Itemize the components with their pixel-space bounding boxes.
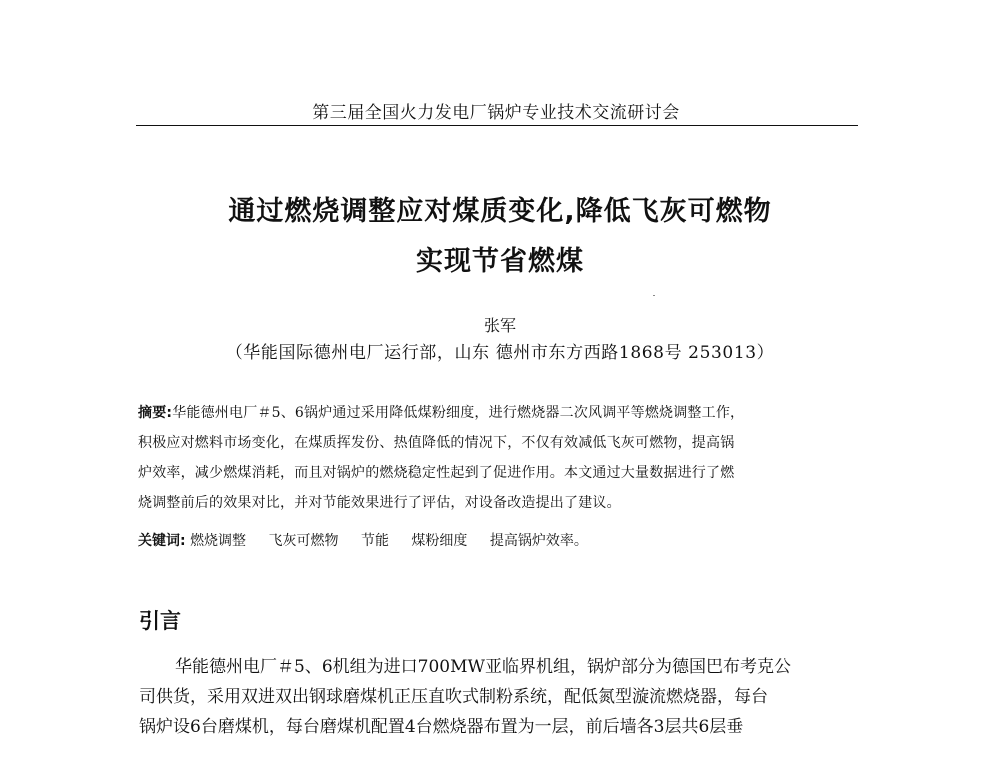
- introduction-body: [139, 652, 861, 742]
- keyword: 燃烧调整: [190, 533, 247, 549]
- abstract-line: [138, 398, 858, 428]
- keywords-label: 关键词:: [138, 533, 186, 549]
- keyword: 飞灰可燃物: [268, 533, 339, 549]
- abstract: [138, 398, 858, 518]
- author-affiliation: （华能国际德州电厂运行部，山东 德州市东方西路1868号 253013）: [225, 343, 775, 363]
- author-name: 张军: [483, 316, 516, 335]
- keywords: [138, 530, 858, 550]
- running-header: 第三届全国火力发电厂锅炉专业技术交流研讨会: [312, 103, 680, 123]
- abstract-line: 烧调整前后的效果对比，并对节能效果进行了评估，对设备改造提出了建议。: [138, 495, 621, 511]
- paper-title-line-2: 实现节省燃煤: [416, 246, 584, 277]
- paper-title-line-1: 通过燃烧调整应对煤质变化,降低飞灰可燃物: [228, 196, 772, 227]
- keyword: 煤粉细度: [411, 533, 468, 549]
- header-rule: [136, 125, 858, 126]
- keyword: 提高锅炉效率。: [489, 533, 588, 549]
- body-line: 司供货，采用双进双出钢球磨煤机正压直吹式制粉系统，配低氮型漩流燃烧器，每台: [139, 687, 768, 707]
- abstract-text: 华能德州电厂＃5、6锅炉通过采用降低煤粉细度，进行燃烧器二次风调平等燃烧调整工作，: [172, 405, 745, 421]
- body-line: 锅炉设6台磨煤机，每台磨煤机配置4台燃烧器布置为一层，前后墙各3层共6层垂: [139, 717, 744, 737]
- body-line: 华能德州电厂＃5、6机组为进口700MW亚临界机组，锅炉部分为德国巴布考克公: [175, 657, 791, 677]
- abstract-label: 摘要:: [138, 405, 173, 421]
- keyword: 节能: [360, 533, 389, 549]
- abstract-line: 积极应对燃料市场变化，在煤质挥发份、热值降低的情况下，不仅有效减低飞灰可燃物，提高锅: [138, 435, 735, 451]
- abstract-line: 炉效率，减少燃煤消耗，而且对锅炉的燃烧稳定性起到了促进作用。本文通过大量数据进行了燃: [138, 465, 735, 481]
- scan-speck: [653, 295, 655, 296]
- section-heading-introduction: 引言: [139, 609, 181, 633]
